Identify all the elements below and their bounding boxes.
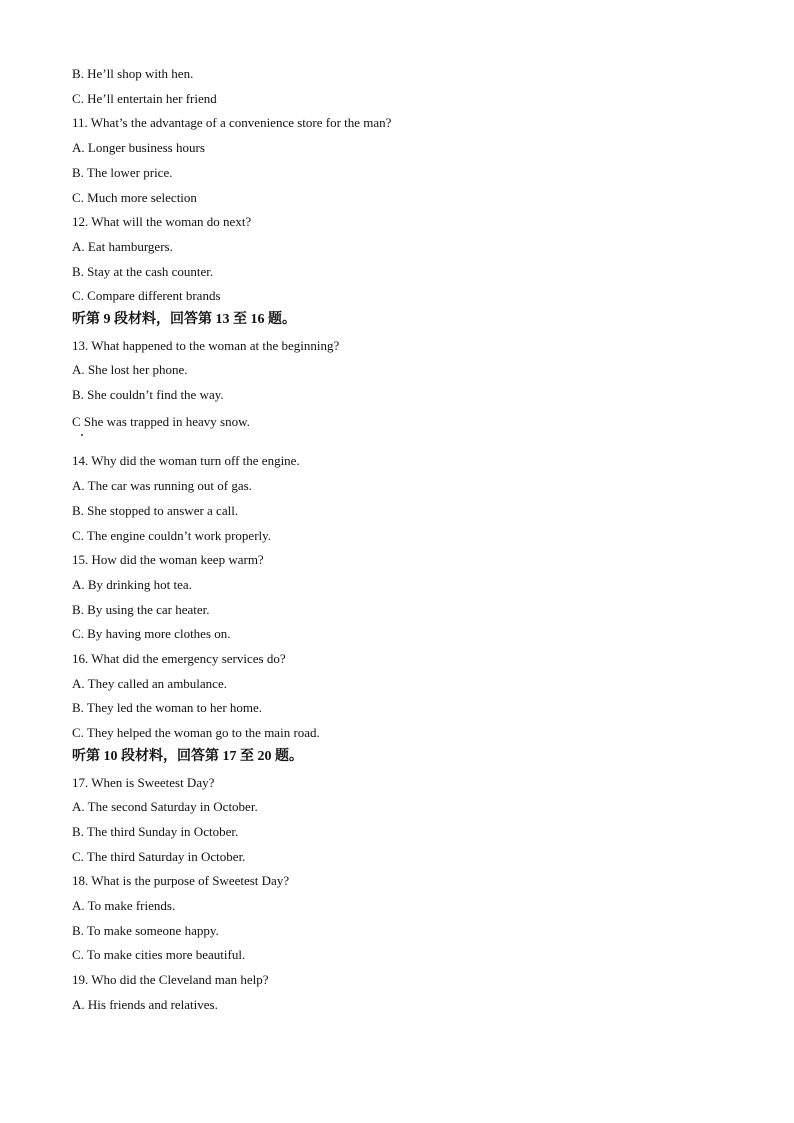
question-16: 16. What did the emergency services do? bbox=[72, 651, 286, 666]
section-heading-9: 听第 9 段材料，回答第 13 至 16 题。 bbox=[72, 312, 296, 327]
option-19a: A. His friends and relatives. bbox=[72, 997, 218, 1012]
option-11b: B. The lower price. bbox=[72, 165, 173, 180]
option-12b: B. Stay at the cash counter. bbox=[72, 264, 214, 279]
question-12: 12. What will the woman do next? bbox=[72, 214, 252, 229]
question-17: 17. When is Sweetest Day? bbox=[72, 775, 215, 790]
option-12c: C. Compare different brands bbox=[72, 288, 221, 303]
option-13a: A. She lost her phone. bbox=[72, 362, 188, 377]
option-18b: B. To make someone happy. bbox=[72, 923, 219, 938]
question-15: 15. How did the woman keep warm? bbox=[72, 552, 264, 567]
option-14b: B. She stopped to answer a call. bbox=[72, 503, 239, 518]
option-11a: A. Longer business hours bbox=[72, 140, 205, 155]
option-16b: B. They led the woman to her home. bbox=[72, 700, 263, 715]
option-12a: A. Eat hamburgers. bbox=[72, 239, 173, 254]
option-16a: A. They called an ambulance. bbox=[72, 676, 227, 691]
section-heading-10: 听第 10 段材料，回答第 17 至 20 题。 bbox=[72, 749, 303, 764]
option-17c: C. The third Saturday in October. bbox=[72, 849, 246, 864]
option-18c: C. To make cities more beautiful. bbox=[72, 947, 246, 962]
stray-dot-mark bbox=[81, 434, 83, 436]
question-14: 14. Why did the woman turn off the engine. bbox=[72, 453, 300, 468]
question-18: 18. What is the purpose of Sweetest Day? bbox=[72, 873, 290, 888]
option-14a: A. The car was running out of gas. bbox=[72, 478, 252, 493]
option-14c: C. The engine couldn’t work properly. bbox=[72, 528, 272, 543]
question-11: 11. What’s the advantage of a convenience store for the man? bbox=[72, 115, 392, 130]
question-13: 13. What happened to the woman at the beginning? bbox=[72, 338, 340, 353]
option-13b: B. She couldn’t find the way. bbox=[72, 387, 224, 402]
option-10b: B. He’ll shop with hen. bbox=[72, 66, 194, 81]
option-13c: C She was trapped in heavy snow. bbox=[72, 414, 250, 429]
option-10c: C. He’ll entertain her friend bbox=[72, 91, 217, 106]
option-15b: B. By using the car heater. bbox=[72, 602, 210, 617]
option-15c: C. By having more clothes on. bbox=[72, 626, 231, 641]
option-15a: A. By drinking hot tea. bbox=[72, 577, 192, 592]
option-18a: A. To make friends. bbox=[72, 898, 176, 913]
option-11c: C. Much more selection bbox=[72, 190, 197, 205]
option-17a: A. The second Saturday in October. bbox=[72, 799, 258, 814]
option-17b: B. The third Sunday in October. bbox=[72, 824, 239, 839]
question-19: 19. Who did the Cleveland man help? bbox=[72, 972, 269, 987]
option-16c: C. They helped the woman go to the main road. bbox=[72, 725, 320, 740]
